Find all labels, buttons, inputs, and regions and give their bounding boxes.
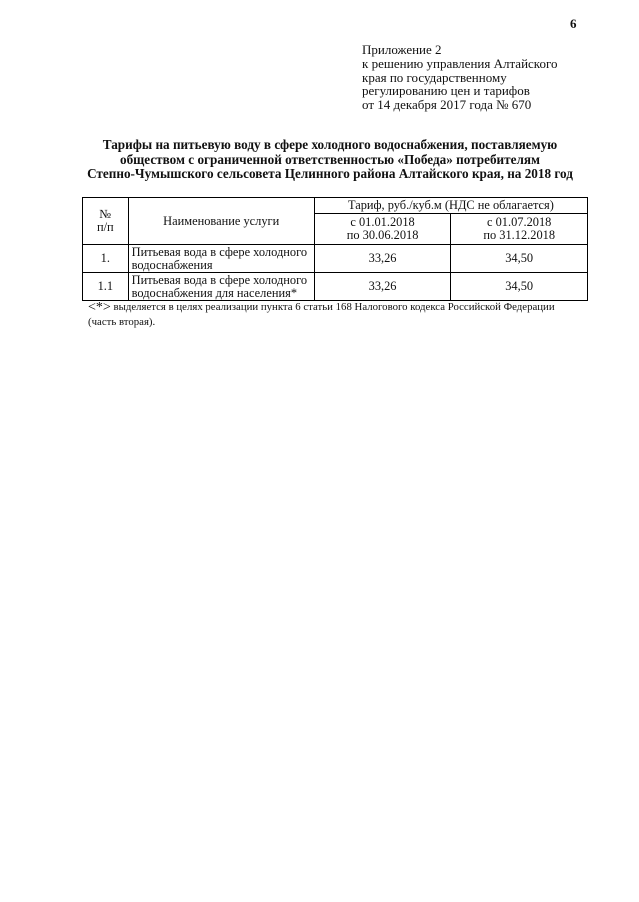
footnote-text-continued: (часть вторая). xyxy=(88,316,156,328)
row-service-line: Питьевая вода в сфере холодного xyxy=(131,273,308,287)
footnote-mark: <*> xyxy=(88,300,111,315)
table-header-row xyxy=(83,198,588,214)
header-number-line: п/п xyxy=(96,220,114,234)
header-period-line: с 01.01.2018 xyxy=(350,215,415,229)
page-number: 6 xyxy=(570,16,577,31)
table-row xyxy=(83,245,588,273)
table-row xyxy=(83,273,588,301)
header-period-line: с 01.07.2018 xyxy=(487,215,552,229)
row-service-line: водоснабжения для населения* xyxy=(131,285,298,300)
appendix-line: от 14 декабря 2017 года № 670 xyxy=(362,97,532,113)
appendix-line: регулированию цен и тарифов xyxy=(362,83,530,99)
row-tariff-period-1: 33,26 xyxy=(314,273,451,301)
tariff-table xyxy=(82,197,588,301)
row-tariff-period-2: 34,50 xyxy=(451,273,588,301)
appendix-line: края по государственному xyxy=(362,69,507,85)
title-line: обществом с ограниченной ответственностью «Победа» потребителям xyxy=(119,151,541,167)
row-service-line: Питьевая вода в сфере холодного xyxy=(131,245,308,259)
header-tariff: Тариф, руб./куб.м (НДС не облагается) xyxy=(314,198,587,214)
header-period-2 xyxy=(451,214,588,245)
header-period-line: по 31.12.2018 xyxy=(483,228,556,242)
header-period-1 xyxy=(314,214,451,245)
header-number-line: № xyxy=(99,207,112,221)
row-number: 1. xyxy=(83,245,129,273)
title-line: Тарифы на питьевую воду в сфере холодного водоснабжения, поставляемую xyxy=(102,137,558,152)
document-title xyxy=(80,138,580,182)
footnote xyxy=(88,300,587,329)
header-service: Наименование услуги xyxy=(128,198,314,245)
row-tariff-period-2: 34,50 xyxy=(451,245,588,273)
row-service xyxy=(128,245,314,273)
row-tariff-period-1: 33,26 xyxy=(314,245,451,273)
appendix-line: к решению управления Алтайского xyxy=(362,55,558,71)
title-line: Степно-Чумышского сельсовета Целинного района Алтайского края, на 2018 год xyxy=(87,166,573,181)
header-period-line: по 30.06.2018 xyxy=(346,228,419,242)
appendix-header xyxy=(362,43,602,112)
row-number: 1.1 xyxy=(83,273,129,301)
row-service-line: водоснабжения xyxy=(131,257,213,272)
header-number xyxy=(83,198,129,245)
footnote-text: выделяется в целях реализации пункта 6 статьи 168 Налогового кодекса Российской Федерации xyxy=(113,301,555,313)
appendix-line: Приложение 2 xyxy=(362,42,442,57)
row-service xyxy=(128,273,314,301)
